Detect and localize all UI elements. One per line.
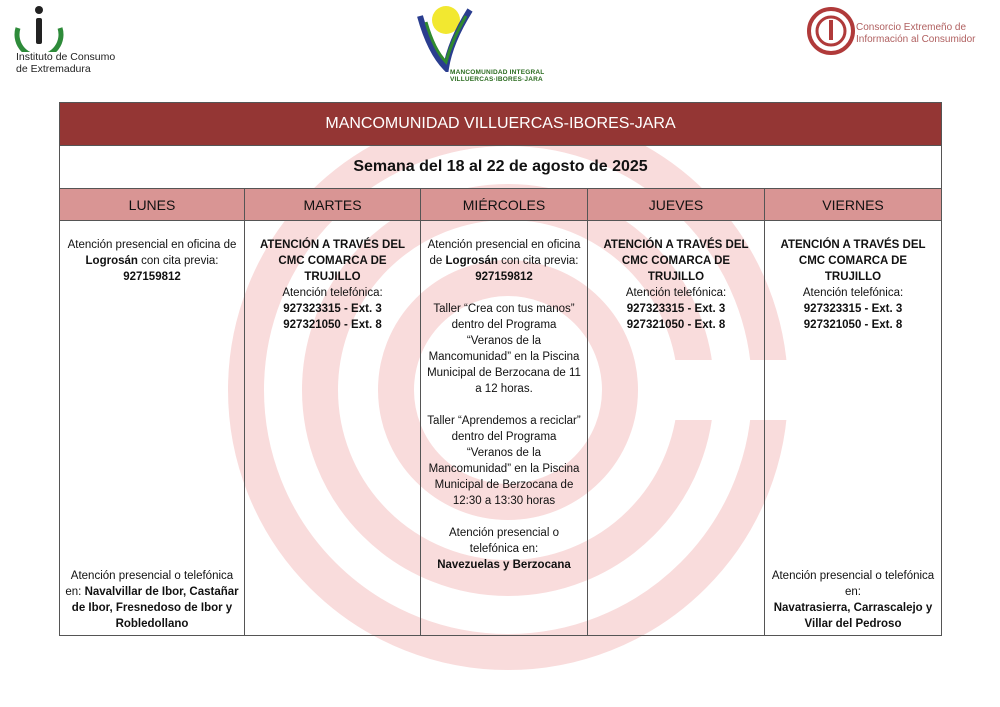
day-header-martes: MARTES [245, 189, 421, 221]
cell-miercoles [421, 221, 588, 636]
martes-phone-1: 927323315 - Ext. 3 [283, 303, 382, 315]
viernes-phone-2: 927321050 - Ext. 8 [803, 319, 903, 331]
header-logos [0, 0, 1000, 100]
lunes-bottom-text: Atención presencial o telefónica en: Navalvillar de Ibor, Castañar de Ibor, Fresnedoso de Ibor y Robledollano [65, 570, 239, 630]
day-header-jueves: JUEVES [588, 189, 765, 221]
martes-phone-2: 927321050 - Ext. 8 [283, 319, 382, 331]
lunes-top-text: Atención presencial en oficina de Logrosán con cita previa: 927159812 [67, 239, 237, 283]
jueves-phone-1: 927323315 - Ext. 3 [626, 303, 726, 315]
miercoles-top-text: Atención presencial en oficina de Logrosán con cita previa: 927159812 [427, 239, 581, 283]
cell-lunes [60, 221, 245, 636]
viernes-phone-label: Atención telefónica: [802, 287, 904, 299]
viernes-bottom-text: Atención presencial o telefónica en: Navatrasierra, Carrascalejo y Villar del Pedroso [771, 570, 935, 630]
day-header-miercoles: MIÉRCOLES [421, 189, 588, 221]
logo-left-line1: Instituto de Consumo [16, 51, 116, 63]
mancomunidad-icon [412, 2, 562, 72]
logo-consorcio [806, 6, 996, 66]
schedule-table [59, 102, 942, 636]
viernes-cmc-header: ATENCIÓN A TRAVÉS DEL CMC COMARCA DE TRUJILLO [780, 239, 926, 283]
jueves-phone-2: 927321050 - Ext. 8 [626, 319, 726, 331]
logo-instituto-consumo [14, 4, 144, 84]
miercoles-phone: 927159812 [475, 271, 533, 283]
week-label: Semana del 18 al 22 de agosto de 2025 [60, 146, 942, 189]
cell-viernes [765, 221, 942, 636]
jueves-phone-label: Atención telefónica: [625, 287, 727, 299]
logo-center-line2: VILLUERCAS·IBORES·JARA [450, 76, 543, 83]
lunes-phone: 927159812 [123, 271, 181, 283]
cell-jueves [588, 221, 765, 636]
day-header-viernes: VIERNES [765, 189, 942, 221]
cell-martes [245, 221, 421, 636]
logo-right-line2: Información al Consumidor [856, 34, 976, 45]
table-title: MANCOMUNIDAD VILLUERCAS-IBORES-JARA [60, 103, 942, 146]
viernes-phone-1: 927323315 - Ext. 3 [803, 303, 903, 315]
logo-right-line1: Consorcio Extremeño de [856, 22, 967, 33]
miercoles-taller-1: Taller “Crea con tus manos” dentro del Programa “Veranos de la Mancomunidad” en la Piscina Municipal de Berzocana de 11 a 12 horas. [427, 303, 581, 395]
logo-center-line1: MANCOMUNIDAD INTEGRAL [450, 69, 545, 76]
logo-left-line2: de Extremadura [16, 63, 91, 75]
day-header-lunes: LUNES [60, 189, 245, 221]
logo-mancomunidad [412, 2, 562, 92]
miercoles-bottom-text: Atención presencial o telefónica en: Navezuelas y Berzocana [437, 527, 571, 571]
miercoles-taller-2: Taller “Aprendemos a reciclar” dentro del Programa “Veranos de la Mancomunidad” en la Piscina Municipal de Berzocana de 12:30 a 13:30 horas [427, 415, 581, 507]
martes-phone-label: Atención telefónica: [282, 287, 383, 299]
instituto-consumo-icon [14, 4, 74, 52]
jueves-cmc-header: ATENCIÓN A TRAVÉS DEL CMC COMARCA DE TRUJILLO [603, 239, 749, 283]
consorcio-icon [806, 6, 856, 56]
martes-cmc-header: ATENCIÓN A TRAVÉS DEL CMC COMARCA DE TRUJILLO [259, 239, 406, 283]
